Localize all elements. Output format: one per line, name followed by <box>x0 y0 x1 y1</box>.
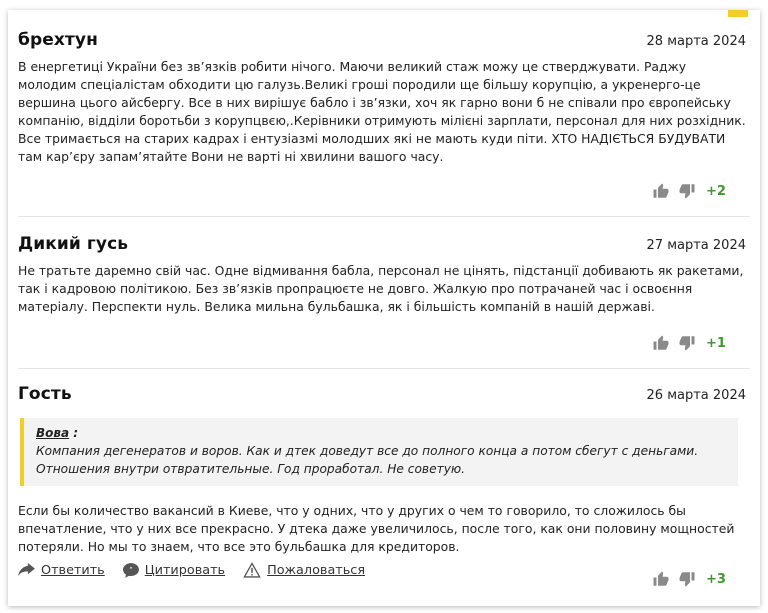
review-score: +2 <box>706 183 726 199</box>
reply-button[interactable] <box>18 563 105 578</box>
svg-text:”: ” <box>128 565 133 574</box>
review-divider <box>18 216 750 217</box>
thumbs-up-icon[interactable] <box>652 334 670 352</box>
thumbs-up-icon[interactable] <box>652 182 670 200</box>
review-text: В енергетиці України без зв’язків робити нічого. Маючи великий стаж можу це стверджувати. Раджу молодим спеціалістам обходити цю галузь.Великі гроші породили ще більшу корупцію, а укренерго-це вершина цього айсбергу. Все в них вирішує бабло і зв’язки, хоч як гарно вони б не співали про європейську компанію, відділи боротьби з корупцвєю,.Керівники отримують мілієні зарплати, персонал для них розхідник. Все тримається на старих кадрах і ентузіазмі молодших які не мають куди піти. ХТО НАДІЄТЬСЯ БУДУВАТИ там кар’єру запам’ятайте Вони не варті ні хвилини вашого часу. <box>18 59 746 164</box>
review-text: Если бы количество вакансий в Киеве, что у одних, что у других о чем то говорило, то сложилось бы впечатление, что у них все прекрасно. У дтека даже увеличилось, после того, как они половину мощностей потеряли. Но мы то знаем, что все это бульбашка для кредиторов. <box>18 503 735 554</box>
review-divider <box>18 368 750 369</box>
review-header <box>18 234 748 260</box>
review-date: 27 марта 2024 <box>646 238 746 253</box>
thumbs-down-icon[interactable] <box>678 334 696 352</box>
quote-author: Вова : <box>36 426 79 440</box>
speech-bubble-icon <box>123 563 139 578</box>
review-header <box>18 384 748 410</box>
report-button[interactable] <box>243 562 365 578</box>
quote-label: Цитировать <box>144 562 226 578</box>
review-score: +1 <box>706 335 726 351</box>
quote-button[interactable] <box>123 563 225 578</box>
review-text: Не тратьте даремно свій час. Одне відмивання бабла, персонал не цінять, підстанції добивають як ракетами, так і кадровою політикою. Без зв’язків пропрацюєте не довго. Жалкую про потрачаней час і освоєння матеріалу. Перспекти нуль. Велика мильна бульбашка, як і більшість компаній в нашій державі. <box>18 263 744 314</box>
review-date: 28 марта 2024 <box>646 34 746 49</box>
review-author: Гость <box>18 384 72 404</box>
comment-actions <box>18 562 748 578</box>
review-score: +3 <box>706 571 726 587</box>
review-date: 26 марта 2024 <box>646 388 746 403</box>
reviews-panel <box>8 10 760 606</box>
vote-controls <box>652 182 728 200</box>
thumbs-up-icon[interactable] <box>652 570 670 588</box>
review-actions <box>18 316 748 356</box>
warning-icon <box>243 562 261 578</box>
thumbs-down-icon[interactable] <box>678 182 696 200</box>
thumbs-down-icon[interactable] <box>678 570 696 588</box>
review-item <box>18 30 748 202</box>
reply-label: Ответить <box>41 562 105 578</box>
report-label: Пожаловаться <box>267 562 366 578</box>
review-item <box>18 384 748 596</box>
vote-controls <box>652 570 728 588</box>
accent-bar <box>728 10 748 17</box>
vote-controls <box>652 334 728 352</box>
review-item <box>18 234 748 356</box>
review-author: брехтун <box>18 30 98 50</box>
review-actions <box>18 166 748 202</box>
quote-text: Компания дегенератов и воров. Как и дтек доведут все до полного конца а потом сбегут с деньгами. Отношения внутри отвратительные. Год проработал. Не советую. <box>36 444 699 476</box>
review-author: Дикий гусь <box>18 234 129 254</box>
quote-author-link[interactable]: Вова <box>36 426 70 440</box>
reply-arrow-icon <box>18 563 35 577</box>
quoted-review <box>20 418 738 486</box>
review-header <box>18 30 748 56</box>
review-actions <box>18 562 748 596</box>
